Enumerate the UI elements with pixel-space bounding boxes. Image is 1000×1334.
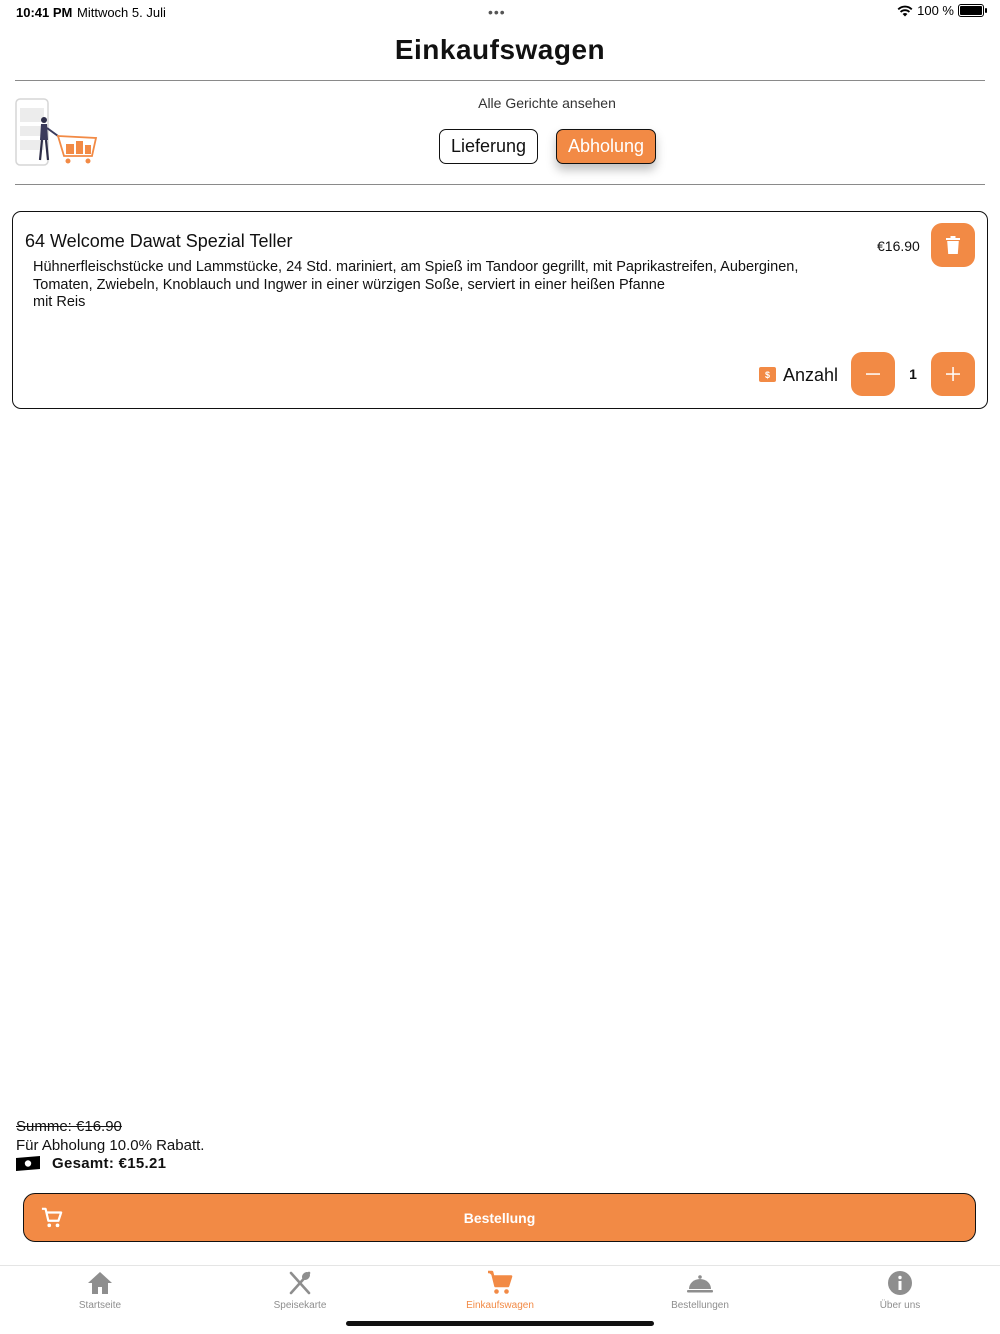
decrease-quantity-button[interactable]: [851, 352, 895, 396]
item-description: Hühnerfleischstücke und Lammstücke, 24 Std. mariniert, am Spieß im Tandoor gegrillt, mit Paprikastreifen, Auberginen, Tomaten, Zwiebeln, Knoblauch und Ingwer in einer würzigen Soße, serviert in einer heißen Pfanne mit Reis: [33, 259, 799, 310]
item-price: €16.90: [877, 238, 920, 254]
order-button-label: Bestellung: [463, 1209, 536, 1226]
cloche-icon: [687, 1270, 713, 1296]
tab-orders-label: Bestellungen: [671, 1300, 729, 1311]
cart-icon: [41, 1207, 63, 1229]
wifi-icon: [897, 5, 913, 17]
tab-cart[interactable]: [400, 1270, 600, 1311]
trash-icon: [946, 236, 960, 254]
plus-icon: [946, 367, 960, 381]
tab-home-label: Startseite: [78, 1300, 122, 1311]
money-icon: [16, 1156, 40, 1171]
quantity-value: 1: [909, 366, 917, 382]
all-dishes-link[interactable]: Alle Gerichte ansehen: [478, 95, 616, 111]
total-amount: Gesamt: €15.21: [52, 1155, 167, 1172]
tab-cart-label: Einkaufswagen: [466, 1300, 534, 1311]
discount-note: Für Abholung 10.0% Rabatt.: [16, 1137, 205, 1154]
increase-quantity-button[interactable]: [931, 352, 975, 396]
battery-percent: 100 %: [917, 3, 954, 18]
status-indicators: [897, 3, 984, 18]
subtotal: Summe: €16.90: [16, 1118, 122, 1135]
minus-icon: [866, 367, 880, 381]
header-divider: [15, 80, 985, 81]
filter-divider: [15, 184, 985, 185]
quantity-icon: $: [759, 367, 776, 382]
tab-about[interactable]: [800, 1270, 1000, 1311]
status-bar: [0, 0, 1000, 24]
delivery-button[interactable]: Lieferung: [439, 129, 538, 164]
battery-icon: [958, 4, 984, 17]
home-icon: [87, 1270, 113, 1296]
info-icon: [887, 1270, 913, 1296]
utensils-icon: [287, 1270, 313, 1296]
status-time: 10:41 PM: [16, 5, 73, 20]
tab-menu-label: Speisekarte: [273, 1300, 327, 1311]
multitasking-dots[interactable]: •••: [488, 4, 506, 20]
quantity-label: Anzahl: [783, 365, 839, 385]
home-indicator[interactable]: [346, 1321, 654, 1326]
cart-item-card: [12, 211, 988, 409]
cart-icon: [487, 1270, 513, 1296]
tab-home[interactable]: [0, 1270, 200, 1311]
tab-menu[interactable]: [200, 1270, 400, 1311]
delete-item-button[interactable]: [931, 223, 975, 267]
status-date: Mittwoch 5. Juli: [77, 5, 166, 20]
order-button[interactable]: [23, 1193, 976, 1242]
page-title: Einkaufswagen: [394, 34, 606, 65]
item-title: 64 Welcome Dawat Spezial Teller: [25, 231, 293, 251]
total-row: [16, 1155, 166, 1172]
tab-about-label: Über uns: [879, 1300, 921, 1311]
pickup-button[interactable]: Abholung: [556, 129, 656, 164]
tab-orders[interactable]: [600, 1270, 800, 1311]
